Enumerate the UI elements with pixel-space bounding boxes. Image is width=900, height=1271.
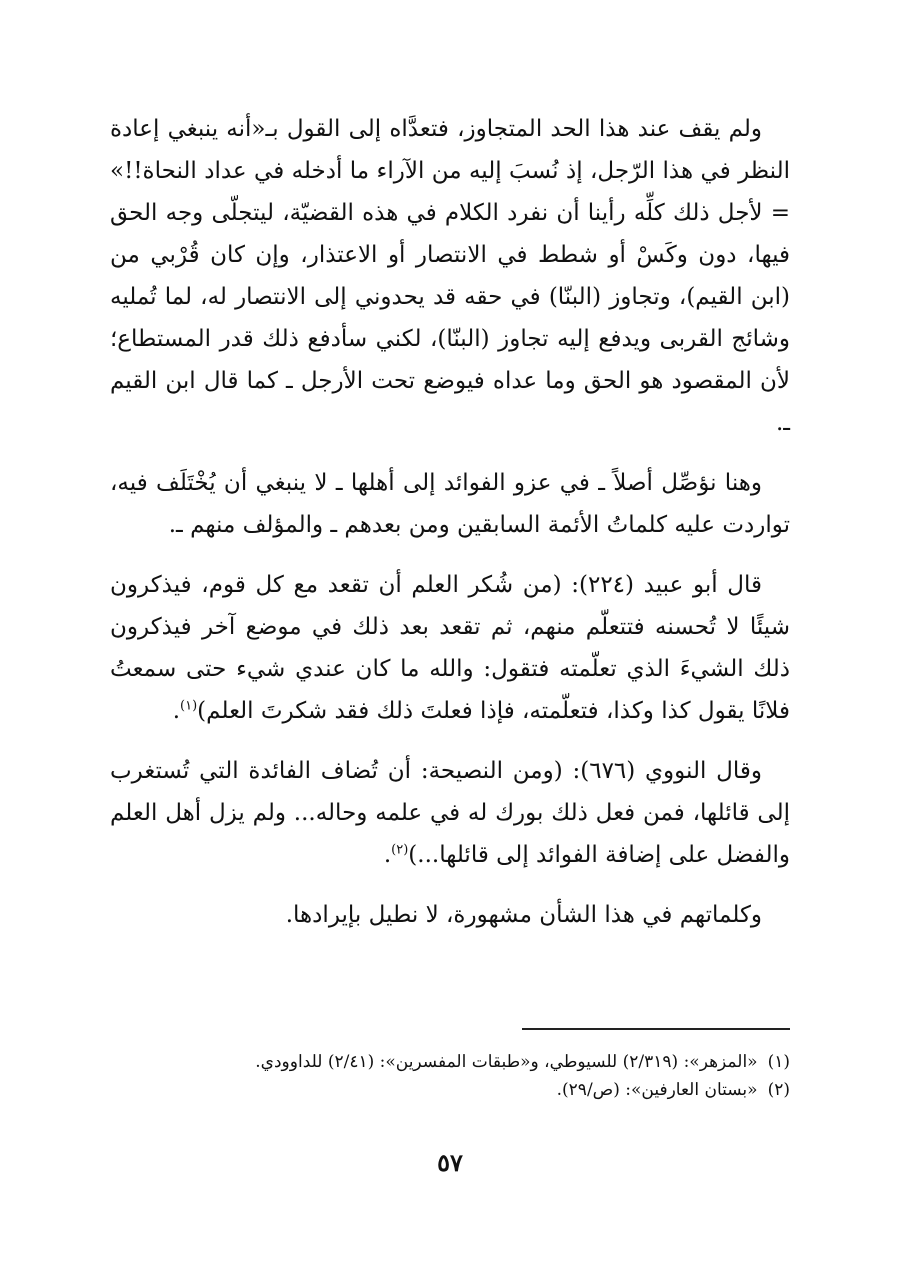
page-number: ٥٧ (437, 1148, 463, 1177)
paragraph-5 (110, 894, 790, 936)
footnote-2 (110, 1076, 790, 1104)
footnotes (110, 1048, 790, 1104)
paragraph-3-text: قال أبو عبيد (٢٢٤): (من شُكر العلم أن تقعد مع كل قوم، فيذكرون شيئًا لا تُحسنه فتتعلّم منهم، ثم تقعد بعد ذلك في موضع آخر فيذكرون ذلك الشيءَ الذي تعلّمته فتقول: والله ما كان عندي شيء حتى سمعتُ فلانًا يقول كذا وكذا، فتعلّمته، فإذا فعلتَ ذلك فقد شكرتَ العلم) (110, 572, 790, 724)
footnote-2-number: (٢) (767, 1080, 790, 1100)
paragraph-5-text: وكلماتهم في هذا الشأن مشهورة، لا نطيل بإيرادها. (285, 902, 762, 928)
paragraph-1-text: ولم يقف عند هذا الحد المتجاوز، فتعدَّاه إلى القول بـ«أنه ينبغي إعادة النظر في هذا الرّجل، إذ نُسبَ إليه من الآراء ما أدخله في عداد النحاة!!» = لأجل ذلك كلِّه رأينا أن نفرد الكلام في هذه القضيّة، ليتجلّى وجه الحق فيها، دون وكَسْ أو شطط في الانتصار أو الاعتذار، وإن كان قُرْبي من (ابن القيم)، وتجاوز (البنّا) في حقه قد يحدوني إلى الانتصار له، لما تُمليه وشائج القربى ويدفع إليه تجاوز (البنّا)، لكني سأدفع ذلك قدر المستطاع؛ لأن المقصود هو الحق وما عداه فيوضع تحت الأرجل ـ كما قال ابن القيم ـ. (110, 116, 790, 436)
footnote-ref-2[interactable]: (٢) (391, 842, 409, 858)
paragraph-3 (110, 564, 790, 732)
footnote-2-text: «بستان العارفين»: (ص/٢٩). (556, 1080, 758, 1100)
footnote-1-number: (١) (767, 1052, 790, 1072)
footnote-1-text: «المزهر»: (٢/٣١٩) للسيوطي، و«طبقات المفسرين»: (٢/٤١) للداوودي. (255, 1052, 758, 1072)
footnote-ref-1[interactable]: (١) (180, 698, 198, 714)
paragraph-4 (110, 750, 790, 876)
paragraph-1 (110, 108, 790, 444)
paragraph-2-text: وهنا نؤصِّل أصلاً ـ في عزو الفوائد إلى أهلها ـ لا ينبغي أن يُخْتَلَف فيه، تواردت عليه كلماتُ الأئمة السابقين ومن بعدهم ـ والمؤلف منهم ـ. (110, 470, 790, 538)
paragraph-4-text: وقال النووي (٦٧٦): (ومن النصيحة: أن تُضاف الفائدة التي تُستغرب إلى قائلها، فمن فعل ذلك بورك له في علمه وحاله... ولم يزل أهل العلم والفضل على إضافة الفوائد إلى قائلها...) (110, 758, 790, 868)
paragraph-4-period: . (383, 842, 392, 868)
footnote-1 (110, 1048, 790, 1076)
paragraph-2 (110, 462, 790, 546)
paragraph-3-period: . (172, 698, 181, 724)
main-text (110, 108, 790, 954)
footnote-divider (522, 1028, 790, 1030)
